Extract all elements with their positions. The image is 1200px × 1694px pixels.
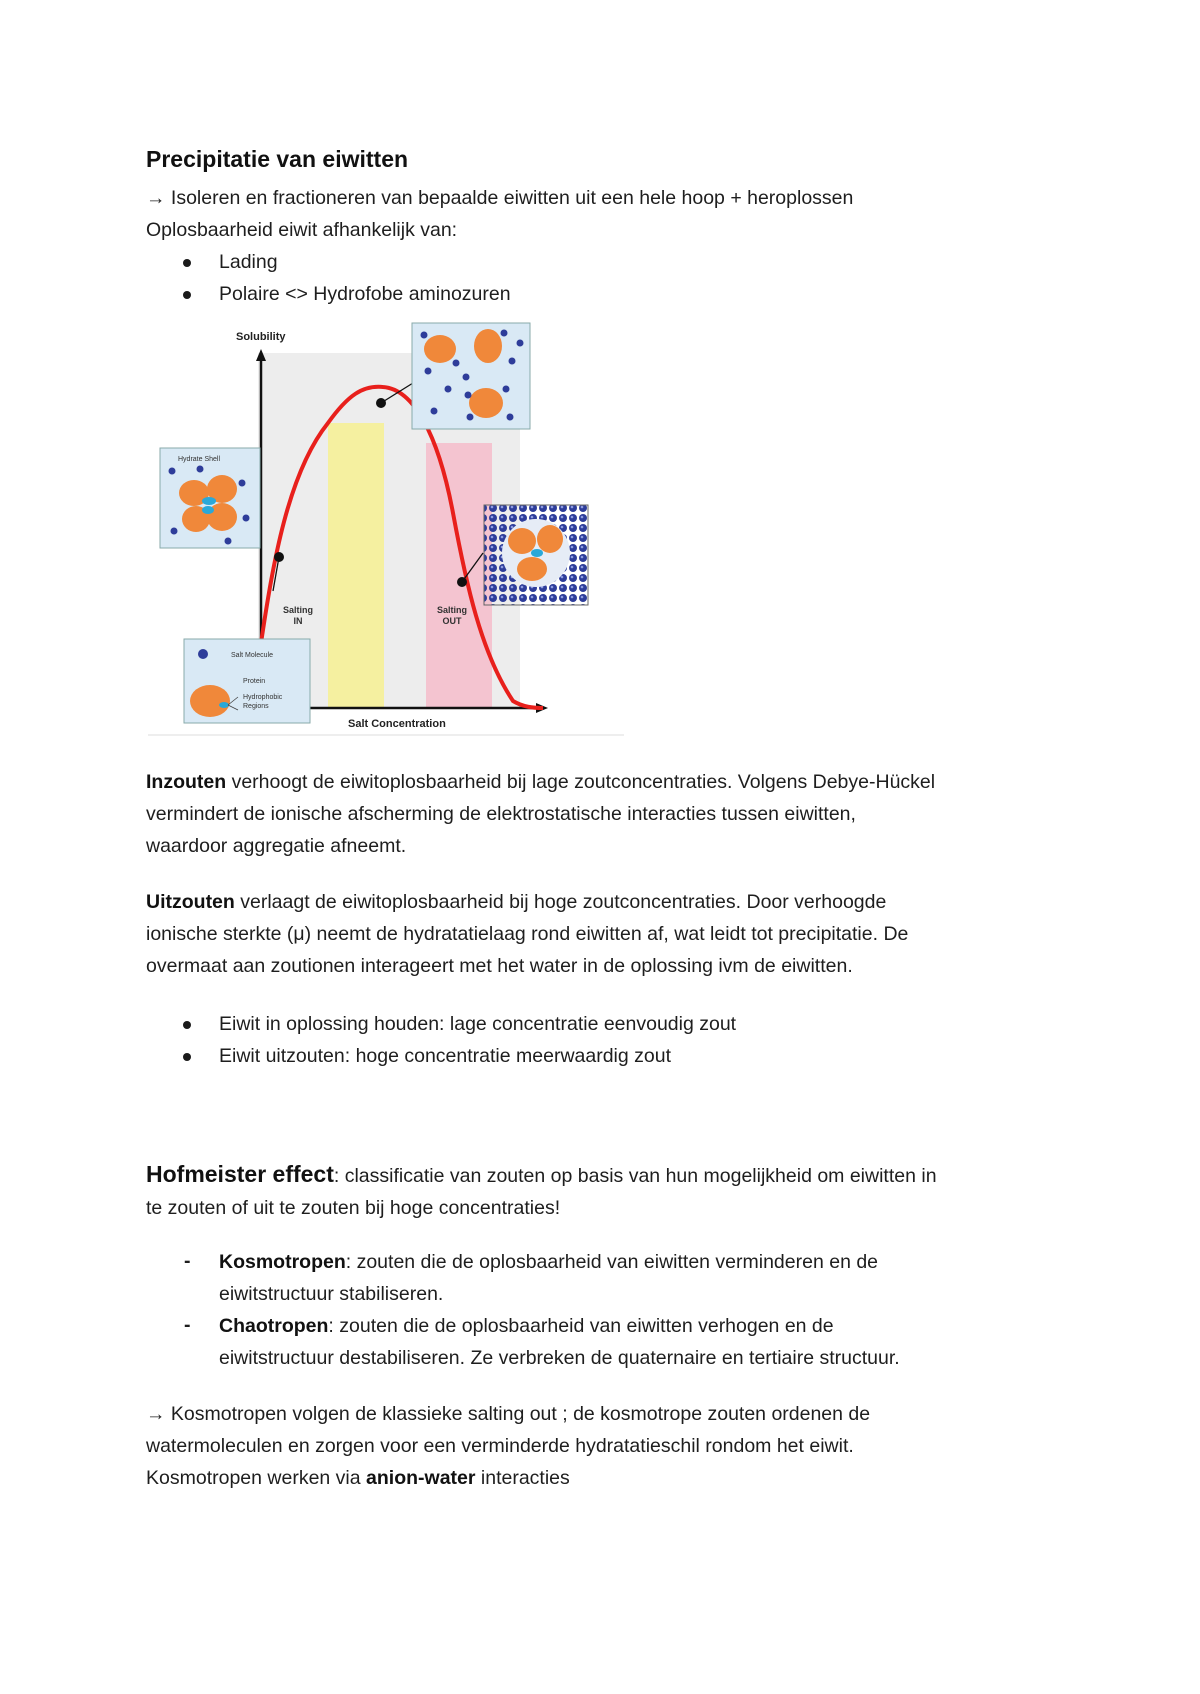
legend-salt: Salt Molecule: [231, 652, 274, 659]
hofmeister-heading: Hofmeister effect: classificatie van zouten op basis van hun mogelijkheid om eiwitten in: [146, 1161, 937, 1187]
bullet-dot: [183, 291, 191, 299]
paragraph-inzouten: Inzouten verhoogt de eiwitoplosbaarheid bij lage zoutconcentraties. Volgens Debye-Hückel: [146, 771, 936, 793]
paragraph-kosmotropen: → Kosmotropen volgen de klassieke salting out ; de kosmotrope zouten ordenen de: [146, 1403, 871, 1425]
dash-marker: -: [184, 1314, 191, 1336]
hydrate-shell-label: Hydrate Shell: [178, 456, 221, 463]
salting-in-label: Salting: [282, 605, 314, 615]
legend-protein: Protein: [243, 678, 266, 685]
curve-point-salting-out: [457, 577, 467, 587]
intro-line-2: Oplosbaarheid eiwit afhankelijk van:: [146, 219, 458, 241]
chaotropen-item-2: eiwitstructuur destabiliseren. Ze verbreken de quaternaire en tertiaire structuur.: [219, 1347, 900, 1369]
paragraph-kosmotropen-2: watermoleculen en zorgen voor een verminderde hydratatieschil rondom het eiwit.: [146, 1435, 854, 1457]
kosmotropen-item: Kosmotropen: zouten die de oplosbaarheid van eiwitten verminderen en de: [219, 1251, 879, 1273]
hydrate-shell-inset: [160, 448, 260, 548]
salted-out-inset: [484, 505, 588, 605]
bullet-item: Eiwit in oplossing houden: lage concentratie eenvoudig zout: [219, 1013, 737, 1035]
curve-point-peak: [376, 398, 386, 408]
paragraph-inzouten-3: waardoor aggregatie afneemt.: [146, 835, 407, 857]
bullet-dot: [183, 1053, 191, 1061]
paragraph-uitzouten: Uitzouten verlaagt de eiwitoplosbaarheid bij hoge zoutconcentraties. Door verhoogde: [146, 891, 887, 913]
bullet-dot: [183, 259, 191, 267]
dissolved-proteins-inset: [412, 323, 530, 429]
salting-out-label: Salting: [436, 605, 468, 615]
legend-hydrophobic: Hydrophobic: [243, 694, 283, 701]
dash-marker: -: [184, 1250, 191, 1272]
bullet-item: Lading: [219, 251, 278, 273]
paragraph-inzouten-2: vermindert de ionische afscherming de elektrostatische interacties tussen eiwitten,: [146, 803, 856, 825]
intro-line: → Isoleren en fractioneren van bepaalde eiwitten uit een hele hoop + heroplossen: [146, 187, 854, 209]
bullet-item: Eiwit uitzouten: hoge concentratie meerwaardig zout: [219, 1045, 672, 1067]
curve-point-salting-in: [274, 552, 284, 562]
legend-hydrophobic-2: Regions: [243, 703, 269, 710]
legend-inset: [184, 639, 310, 723]
y-axis-label: Solubility: [236, 331, 286, 343]
bullet-item: Polaire <> Hydrofobe aminozuren: [219, 283, 511, 305]
section-title: Precipitatie van eiwitten: [146, 146, 409, 172]
bullet-dot: [183, 1021, 191, 1029]
x-axis-label: Salt Concentration: [348, 718, 446, 730]
paragraph-kosmotropen-3: Kosmotropen werken via anion-water interacties: [146, 1467, 570, 1489]
salting-out-label-2: OUT: [442, 616, 462, 626]
paragraph-uitzouten-3: overmaat aan zoutionen interageert met het water in de oplossing ivm de eiwitten.: [146, 955, 853, 977]
salting-figure: [148, 313, 624, 737]
chaotropen-item: Chaotropen: zouten die de oplosbaarheid van eiwitten verhogen en de: [219, 1315, 834, 1337]
salting-in-band: [328, 423, 384, 707]
salting-in-label-2: IN: [293, 616, 303, 626]
paragraph-uitzouten-2: ionische sterkte (μ) neemt de hydratatielaag rond eiwitten af, wat leidt tot precipitatie. De: [146, 923, 909, 945]
kosmotropen-item-2: eiwitstructuur stabiliseren.: [219, 1283, 444, 1305]
salting-out-band: [426, 443, 492, 707]
hofmeister-line-2: te zouten of uit te zouten bij hoge concentraties!: [146, 1197, 561, 1219]
